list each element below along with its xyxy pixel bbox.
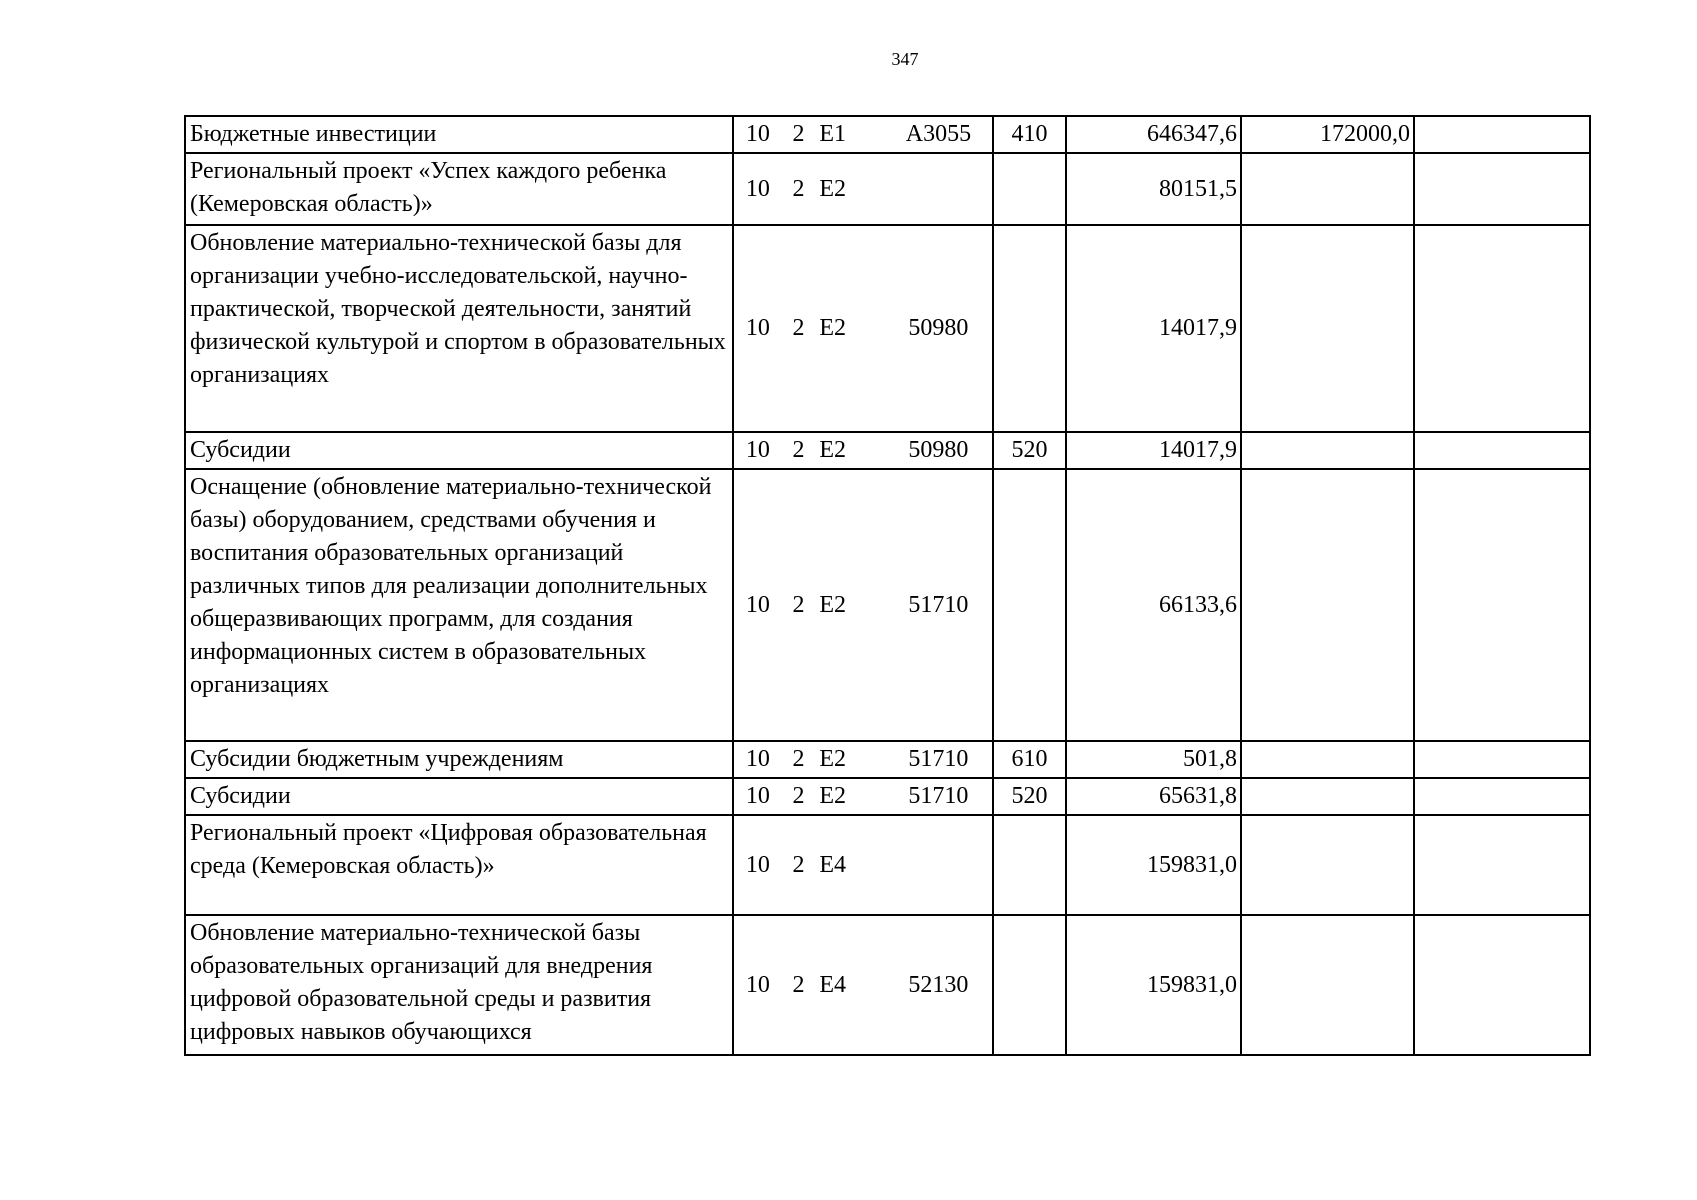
code-subsection: 2 bbox=[792, 175, 805, 202]
amount-year-1: 80151,5 bbox=[1066, 153, 1241, 225]
amount-year-3 bbox=[1414, 225, 1590, 432]
amount-year-2 bbox=[1241, 815, 1414, 915]
amount-year-1: 159831,0 bbox=[1066, 915, 1241, 1055]
code-section: 10 bbox=[745, 746, 770, 772]
table-body bbox=[185, 116, 1590, 1055]
table-row bbox=[185, 116, 1590, 153]
amount-year-2: 172000,0 bbox=[1241, 116, 1414, 153]
code-subsection: 2 bbox=[792, 437, 805, 463]
code-program: E4 bbox=[819, 971, 847, 998]
expense-type-code: 520 bbox=[993, 778, 1066, 815]
row-code bbox=[733, 778, 993, 815]
code-direction: A3055 bbox=[905, 121, 972, 147]
code-section: 10 bbox=[745, 783, 770, 809]
code-direction: 51710 bbox=[908, 591, 969, 618]
code-program: E1 bbox=[819, 121, 847, 147]
code-direction: 50980 bbox=[908, 437, 969, 463]
expense-type-code bbox=[993, 815, 1066, 915]
amount-year-2 bbox=[1241, 741, 1414, 778]
code-subsection: 2 bbox=[792, 851, 805, 878]
table-row bbox=[185, 778, 1590, 815]
table-row bbox=[185, 815, 1590, 915]
row-name: Субсидии bbox=[185, 778, 733, 815]
code-program: E2 bbox=[819, 437, 847, 463]
expense-type-code bbox=[993, 915, 1066, 1055]
amount-year-3 bbox=[1414, 741, 1590, 778]
row-name: Бюджетные инвестиции bbox=[185, 116, 733, 153]
row-name: Региональный проект «Цифровая образовательная среда (Кемеровская область)» bbox=[185, 815, 733, 915]
table-row bbox=[185, 225, 1590, 432]
code-subsection: 2 bbox=[792, 971, 805, 998]
row-code bbox=[733, 815, 993, 915]
row-name: Региональный проект «Успех каждого ребенка (Кемеровская область)» bbox=[185, 153, 733, 225]
code-program: E2 bbox=[819, 315, 847, 341]
table-row bbox=[185, 469, 1590, 741]
code-direction: 51710 bbox=[908, 746, 969, 772]
code-direction: 50980 bbox=[908, 315, 969, 341]
code-section: 10 bbox=[745, 175, 770, 202]
amount-year-2 bbox=[1241, 225, 1414, 432]
expense-type-code bbox=[993, 153, 1066, 225]
code-direction: 52130 bbox=[908, 971, 969, 998]
amount-year-2 bbox=[1241, 469, 1414, 741]
code-section: 10 bbox=[745, 851, 770, 878]
table-row bbox=[185, 432, 1590, 469]
amount-year-2 bbox=[1241, 778, 1414, 815]
code-section: 10 bbox=[745, 437, 770, 463]
page-number: 347 bbox=[891, 49, 919, 69]
code-subsection: 2 bbox=[792, 315, 805, 341]
row-name: Обновление материально-технической базы образовательных организаций для внедрения цифровой образовательной среды и развития цифровых навыков обучающихся bbox=[185, 915, 733, 1055]
row-code bbox=[733, 225, 993, 432]
amount-year-1: 159831,0 bbox=[1066, 815, 1241, 915]
row-code bbox=[733, 116, 993, 153]
code-subsection: 2 bbox=[792, 746, 805, 772]
code-subsection: 2 bbox=[792, 591, 805, 618]
code-subsection: 2 bbox=[792, 783, 805, 809]
table-row bbox=[185, 741, 1590, 778]
row-code bbox=[733, 469, 993, 741]
amount-year-3 bbox=[1414, 153, 1590, 225]
code-section: 10 bbox=[745, 121, 770, 147]
expense-type-code bbox=[993, 225, 1066, 432]
amount-year-1: 66133,6 bbox=[1066, 469, 1241, 741]
amount-year-1: 14017,9 bbox=[1066, 432, 1241, 469]
expense-type-code: 410 bbox=[993, 116, 1066, 153]
row-name: Оснащение (обновление материально-технической базы) оборудованием, средствами обучения и воспитания образовательных организаций различных типов для реализации дополнительных общеразвивающих программ, для создания информационных систем в образовательных организациях bbox=[185, 469, 733, 741]
amount-year-1: 65631,8 bbox=[1066, 778, 1241, 815]
row-name: Субсидии бюджетным учреждениям bbox=[185, 741, 733, 778]
amount-year-3 bbox=[1414, 778, 1590, 815]
code-section: 10 bbox=[745, 971, 770, 998]
amount-year-3 bbox=[1414, 432, 1590, 469]
amount-year-1: 646347,6 bbox=[1066, 116, 1241, 153]
row-name: Субсидии bbox=[185, 432, 733, 469]
amount-year-3 bbox=[1414, 469, 1590, 741]
amount-year-1: 501,8 bbox=[1066, 741, 1241, 778]
code-direction: 51710 bbox=[908, 783, 969, 809]
table-row bbox=[185, 915, 1590, 1055]
expense-type-code: 610 bbox=[993, 741, 1066, 778]
expense-type-code bbox=[993, 469, 1066, 741]
code-program: E2 bbox=[819, 746, 847, 772]
code-program: E2 bbox=[819, 175, 847, 202]
expense-type-code: 520 bbox=[993, 432, 1066, 469]
row-code bbox=[733, 432, 993, 469]
row-code bbox=[733, 915, 993, 1055]
code-program: E2 bbox=[819, 591, 847, 618]
code-program: E2 bbox=[819, 783, 847, 809]
amount-year-3 bbox=[1414, 915, 1590, 1055]
amount-year-2 bbox=[1241, 153, 1414, 225]
code-section: 10 bbox=[745, 591, 770, 618]
amount-year-2 bbox=[1241, 432, 1414, 469]
row-code bbox=[733, 741, 993, 778]
code-section: 10 bbox=[745, 315, 770, 341]
amount-year-3 bbox=[1414, 815, 1590, 915]
code-subsection: 2 bbox=[792, 121, 805, 147]
row-name: Обновление материально-технической базы для организации учебно-исследовательской, научно-практической, творческой деятельности, занятий физической культурой и спортом в образовательных организациях bbox=[185, 225, 733, 432]
amount-year-2 bbox=[1241, 915, 1414, 1055]
table-row bbox=[185, 153, 1590, 225]
budget-table bbox=[184, 115, 1591, 1056]
amount-year-1: 14017,9 bbox=[1066, 225, 1241, 432]
amount-year-3 bbox=[1414, 116, 1590, 153]
code-program: E4 bbox=[819, 851, 847, 878]
row-code bbox=[733, 153, 993, 225]
